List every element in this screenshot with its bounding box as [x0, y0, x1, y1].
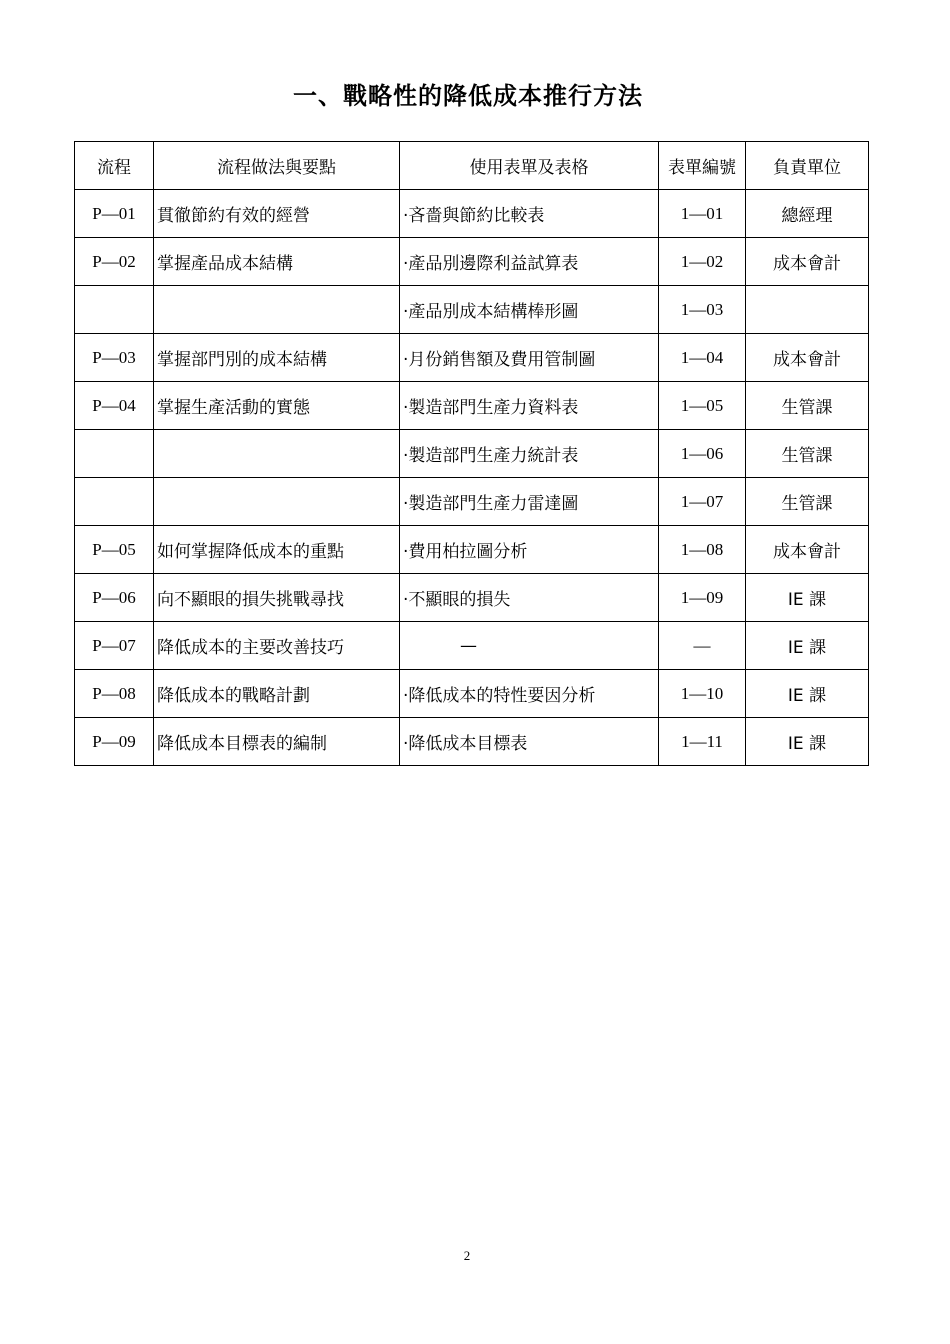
method-cell: 降低成本的戰略計劃 — [154, 670, 400, 718]
table-row — [75, 430, 869, 478]
method-cell: 掌握生產活動的實態 — [154, 382, 400, 430]
form-number-cell: — — [659, 622, 746, 670]
page-title: 一、戰略性的降低成本推行方法 — [293, 82, 643, 110]
process-code-cell: P—09 — [75, 718, 154, 766]
process-code-cell — [75, 286, 154, 334]
table-row — [75, 718, 869, 766]
form-cell: ·吝嗇與節約比較表 — [400, 190, 659, 238]
department-cell: 生管課 — [746, 382, 869, 430]
method-cell: 貫徹節約有效的經營 — [154, 190, 400, 238]
table-body — [75, 190, 869, 766]
cost-reduction-table — [74, 141, 869, 766]
header-department: 負責單位 — [746, 142, 869, 190]
method-cell: 向不顯眼的損失挑戰尋找 — [154, 574, 400, 622]
form-number-cell: 1—04 — [659, 334, 746, 382]
process-code-cell: P—05 — [75, 526, 154, 574]
process-code-cell: P—08 — [75, 670, 154, 718]
method-cell: 掌握部門別的成本結構 — [154, 334, 400, 382]
process-code-cell: P—04 — [75, 382, 154, 430]
table-row — [75, 670, 869, 718]
department-cell: 成本會計 — [746, 238, 869, 286]
method-cell — [154, 286, 400, 334]
process-code-cell: P—02 — [75, 238, 154, 286]
page-number: 2 — [463, 1248, 471, 1263]
department-cell: 生管課 — [746, 478, 869, 526]
form-cell: ·製造部門生產力統計表 — [400, 430, 659, 478]
department-cell: IE 課 — [746, 622, 869, 670]
process-code-cell: P—06 — [75, 574, 154, 622]
form-cell: ·不顯眼的損失 — [400, 574, 659, 622]
method-cell: 降低成本的主要改善技巧 — [154, 622, 400, 670]
form-cell: ·製造部門生產力雷達圖 — [400, 478, 659, 526]
form-cell: — — [400, 622, 659, 670]
department-cell: 總經理 — [746, 190, 869, 238]
form-number-cell: 1—11 — [659, 718, 746, 766]
form-number-cell: 1—08 — [659, 526, 746, 574]
table-row — [75, 382, 869, 430]
department-cell: 成本會計 — [746, 526, 869, 574]
table-row — [75, 622, 869, 670]
form-number-cell: 1—03 — [659, 286, 746, 334]
form-number-cell: 1—05 — [659, 382, 746, 430]
table-row — [75, 574, 869, 622]
department-cell: IE 課 — [746, 718, 869, 766]
table-row — [75, 334, 869, 382]
form-number-cell: 1—10 — [659, 670, 746, 718]
table-row — [75, 526, 869, 574]
table-row — [75, 286, 869, 334]
form-number-cell: 1—02 — [659, 238, 746, 286]
form-number-cell: 1—06 — [659, 430, 746, 478]
department-cell: IE 課 — [746, 670, 869, 718]
table-row — [75, 478, 869, 526]
process-code-cell: P—01 — [75, 190, 154, 238]
table-row — [75, 190, 869, 238]
header-process: 流程 — [75, 142, 154, 190]
method-cell: 降低成本目標表的編制 — [154, 718, 400, 766]
form-cell: ·月份銷售額及費用管制圖 — [400, 334, 659, 382]
header-forms: 使用表單及表格 — [400, 142, 659, 190]
table-header — [75, 142, 869, 190]
form-cell: ·費用柏拉圖分析 — [400, 526, 659, 574]
form-number-cell: 1—01 — [659, 190, 746, 238]
department-cell: IE 課 — [746, 574, 869, 622]
form-cell: ·製造部門生產力資料表 — [400, 382, 659, 430]
form-number-cell: 1—07 — [659, 478, 746, 526]
department-cell: 生管課 — [746, 430, 869, 478]
form-cell: ·產品別成本結構棒形圖 — [400, 286, 659, 334]
form-cell: ·降低成本目標表 — [400, 718, 659, 766]
table-header-row — [75, 142, 869, 190]
form-cell: ·降低成本的特性要因分析 — [400, 670, 659, 718]
table-row — [75, 238, 869, 286]
method-cell — [154, 430, 400, 478]
method-cell: 掌握產品成本結構 — [154, 238, 400, 286]
department-cell — [746, 286, 869, 334]
process-code-cell: P—07 — [75, 622, 154, 670]
form-number-cell: 1—09 — [659, 574, 746, 622]
form-cell: ·產品別邊際利益試算表 — [400, 238, 659, 286]
department-cell: 成本會計 — [746, 334, 869, 382]
process-code-cell: P—03 — [75, 334, 154, 382]
header-form-number: 表單編號 — [659, 142, 746, 190]
process-code-cell — [75, 478, 154, 526]
method-cell — [154, 478, 400, 526]
method-cell: 如何掌握降低成本的重點 — [154, 526, 400, 574]
process-code-cell — [75, 430, 154, 478]
header-method: 流程做法與要點 — [154, 142, 400, 190]
